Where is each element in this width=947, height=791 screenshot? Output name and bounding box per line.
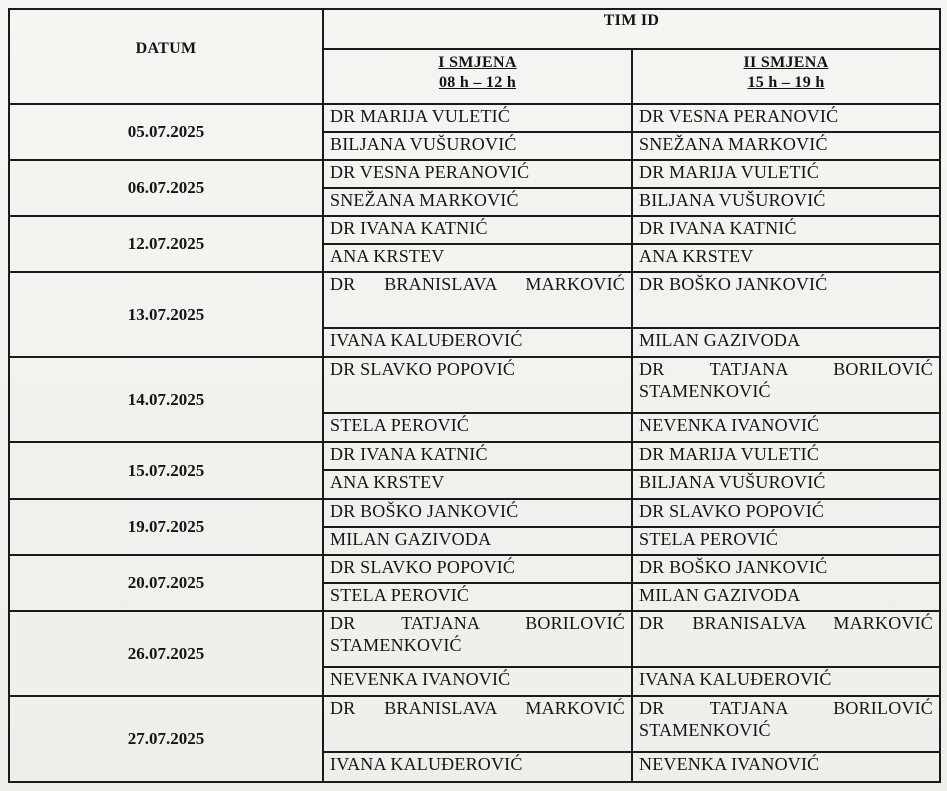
shift-1-nurse: MILAN GAZIVODA bbox=[323, 527, 632, 555]
shift-2-nurse: BILJANA VUŠUROVIĆ bbox=[632, 188, 940, 216]
date-cell: 13.07.2025 bbox=[9, 272, 323, 357]
table-row bbox=[9, 696, 940, 752]
shift-1-nurse: ANA KRSTEV bbox=[323, 470, 632, 499]
shift-1-nurse: IVANA KALUĐEROVIĆ bbox=[323, 752, 632, 782]
shift-2-doctor: DR TATJANA BORILOVIĆ STAMENKOVIĆ bbox=[632, 696, 940, 752]
shift-1-nurse: STELA PEROVIĆ bbox=[323, 583, 632, 611]
shift-2-doctor: DR IVANA KATNIĆ bbox=[632, 216, 940, 244]
shift-2-nurse: MILAN GAZIVODA bbox=[632, 583, 940, 611]
shift-2-nurse: IVANA KALUĐEROVIĆ bbox=[632, 667, 940, 696]
table-row bbox=[9, 272, 940, 328]
shift-2-nurse: BILJANA VUŠUROVIĆ bbox=[632, 470, 940, 499]
shift-2-name: II SMJENA bbox=[743, 54, 829, 71]
shift-1-nurse: IVANA KALUĐEROVIĆ bbox=[323, 328, 632, 357]
header-shift-2 bbox=[632, 49, 940, 104]
shift-1-doctor: DR VESNA PERANOVIĆ bbox=[323, 160, 632, 188]
date-cell: 19.07.2025 bbox=[9, 499, 323, 555]
shift-1-nurse: SNEŽANA MARKOVIĆ bbox=[323, 188, 632, 216]
shift-1-name: I SMJENA bbox=[438, 54, 517, 71]
table-row bbox=[9, 442, 940, 470]
date-cell: 05.07.2025 bbox=[9, 104, 323, 160]
date-cell: 26.07.2025 bbox=[9, 611, 323, 696]
shift-2-nurse: NEVENKA IVANOVIĆ bbox=[632, 413, 940, 442]
shift-2-nurse: MILAN GAZIVODA bbox=[632, 328, 940, 357]
shift-2-doctor: DR MARIJA VULETIĆ bbox=[632, 442, 940, 470]
header-row-top bbox=[9, 9, 940, 49]
table-row bbox=[9, 216, 940, 244]
schedule-body bbox=[9, 104, 940, 782]
shift-2-nurse: STELA PEROVIĆ bbox=[632, 527, 940, 555]
shift-1-doctor: DR IVANA KATNIĆ bbox=[323, 216, 632, 244]
table-row bbox=[9, 160, 940, 188]
table-row bbox=[9, 499, 940, 527]
shift-1-doctor: DR TATJANA BORILOVIĆ STAMENKOVIĆ bbox=[323, 611, 632, 667]
shift-1-doctor: DR SLAVKO POPOVIĆ bbox=[323, 357, 632, 413]
shift-2-doctor: DR MARIJA VULETIĆ bbox=[632, 160, 940, 188]
shift-1-doctor: DR IVANA KATNIĆ bbox=[323, 442, 632, 470]
shift-2-nurse: SNEŽANA MARKOVIĆ bbox=[632, 132, 940, 160]
table-row bbox=[9, 611, 940, 667]
date-cell: 27.07.2025 bbox=[9, 696, 323, 782]
shift-2-nurse: NEVENKA IVANOVIĆ bbox=[632, 752, 940, 782]
shift-2-doctor: DR VESNA PERANOVIĆ bbox=[632, 104, 940, 132]
shift-1-nurse: BILJANA VUŠUROVIĆ bbox=[323, 132, 632, 160]
shift-2-doctor: DR BRANISALVA MARKOVIĆ bbox=[632, 611, 940, 667]
shift-1-doctor: DR BOŠKO JANKOVIĆ bbox=[323, 499, 632, 527]
date-cell: 06.07.2025 bbox=[9, 160, 323, 216]
table-row bbox=[9, 104, 940, 132]
date-cell: 14.07.2025 bbox=[9, 357, 323, 442]
shift-1-doctor: DR SLAVKO POPOVIĆ bbox=[323, 555, 632, 583]
table-row bbox=[9, 357, 940, 413]
shift-1-hours: 08 h – 12 h bbox=[438, 74, 517, 91]
shift-1-doctor: DR BRANISLAVA MARKOVIĆ bbox=[323, 272, 632, 328]
table-row bbox=[9, 555, 940, 583]
shift-1-nurse: NEVENKA IVANOVIĆ bbox=[323, 667, 632, 696]
shift-2-nurse: ANA KRSTEV bbox=[632, 244, 940, 272]
date-cell: 12.07.2025 bbox=[9, 216, 323, 272]
shift-2-doctor: DR BOŠKO JANKOVIĆ bbox=[632, 272, 940, 328]
shift-2-doctor: DR TATJANA BORILOVIĆ STAMENKOVIĆ bbox=[632, 357, 940, 413]
shift-1-doctor: DR BRANISLAVA MARKOVIĆ bbox=[323, 696, 632, 752]
shift-1-nurse: ANA KRSTEV bbox=[323, 244, 632, 272]
shift-1-nurse: STELA PEROVIĆ bbox=[323, 413, 632, 442]
date-cell: 15.07.2025 bbox=[9, 442, 323, 499]
header-shift-1 bbox=[323, 49, 632, 104]
shift-2-hours: 15 h – 19 h bbox=[747, 74, 825, 91]
shift-schedule-table bbox=[8, 8, 941, 783]
date-cell: 20.07.2025 bbox=[9, 555, 323, 611]
shift-1-doctor: DR MARIJA VULETIĆ bbox=[323, 104, 632, 132]
shift-2-doctor: DR SLAVKO POPOVIĆ bbox=[632, 499, 940, 527]
header-tim-id: TIM ID bbox=[323, 9, 940, 49]
shift-2-doctor: DR BOŠKO JANKOVIĆ bbox=[632, 555, 940, 583]
header-datum: DATUM bbox=[9, 9, 323, 104]
